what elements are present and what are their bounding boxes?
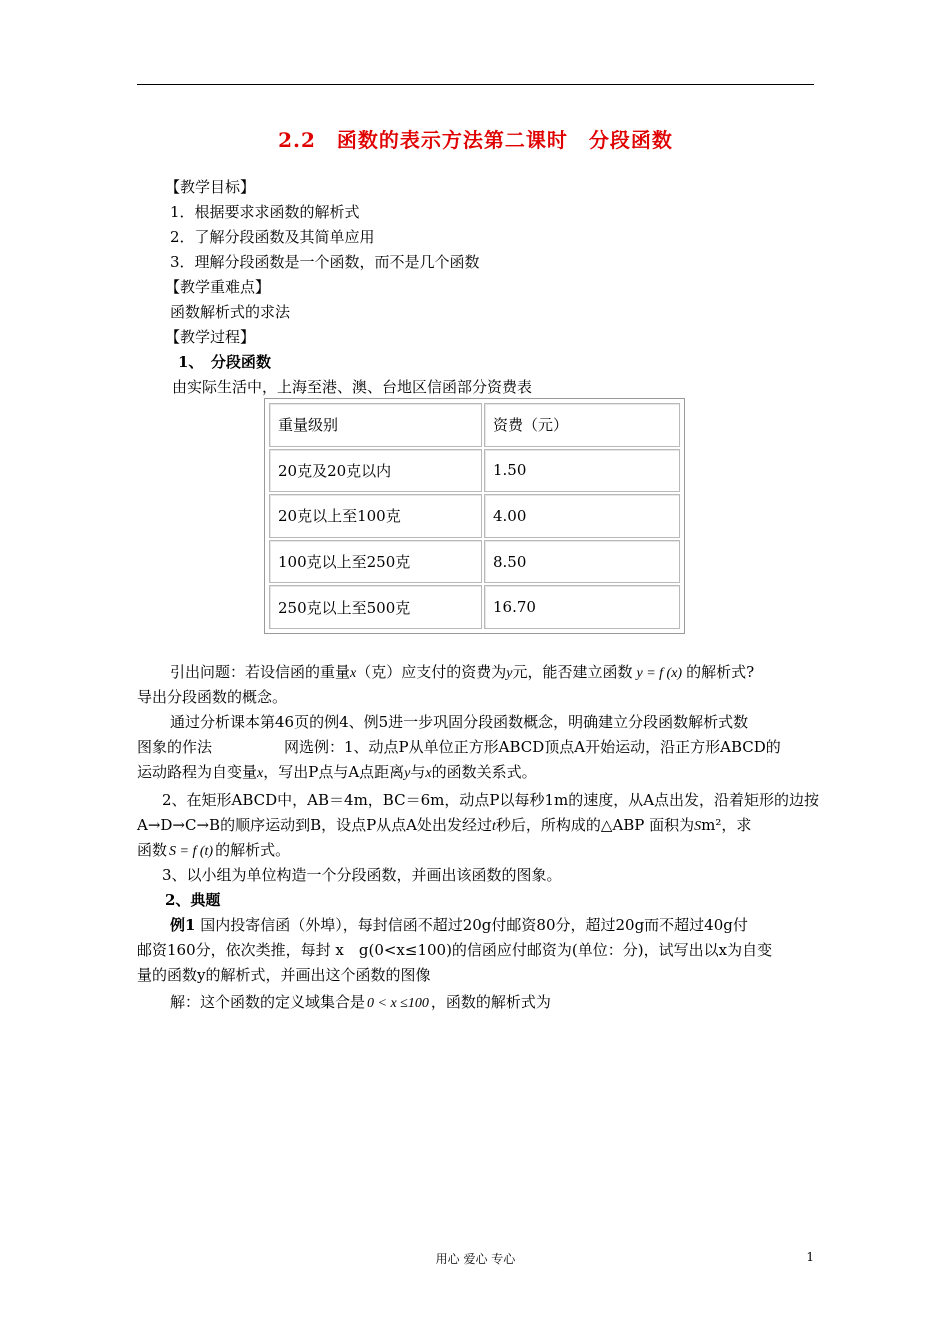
goal-2: 2．了解分段函数及其简单应用	[170, 228, 375, 246]
paragraph-rectangle-2: A→D→C→B的顺序运动到B，设点P从点A处出发经过t秒后，所构成的△ABP 面积为Sm²，求	[137, 816, 752, 834]
example-1-line-2: 邮资160分，依次类推，每封 x g(0<x≤100)的信函应付邮资为(单位：分)，试写出以x为自变	[137, 941, 773, 959]
process-header: 【教学过程】	[165, 328, 256, 346]
table-cell-fee: 16.70	[484, 585, 680, 629]
part2-heading: 2、典题	[165, 891, 221, 909]
table-cell-fee: 8.50	[484, 540, 680, 584]
paragraph-concept: 导出分段函数的概念。	[137, 688, 288, 706]
paragraph-analysis-3: 运动路程为自变量x，写出P点与A点距离y与x的函数关系式。	[137, 763, 537, 781]
table-header-cell: 资费（元）	[484, 403, 680, 447]
goal-3: 3．理解分段函数是一个函数，而不是几个函数	[170, 253, 480, 271]
goals-header: 【教学目标】	[165, 178, 256, 196]
goal-1: 1．根据要求求函数的解析式	[170, 203, 360, 221]
solution-line: 解：这个函数的定义域集合是 0 < x ≤100 ，函数的解析式为	[170, 993, 551, 1011]
table-row	[269, 585, 680, 629]
table-cell-weight: 20克及20克以内	[269, 449, 482, 493]
table-row	[269, 449, 680, 493]
postage-table	[264, 398, 685, 634]
part1-heading: 1、 分段函数	[178, 353, 271, 371]
footer-motto: 用心 爱心 专心	[435, 1252, 516, 1266]
table-cell-fee: 1.50	[484, 449, 680, 493]
table-row	[269, 494, 680, 538]
table-cell-weight: 100克以上至250克	[269, 540, 482, 584]
header-rule	[137, 84, 814, 85]
page-number: 1	[806, 1250, 814, 1264]
table-row	[269, 540, 680, 584]
table-cell-fee: 4.00	[484, 494, 680, 538]
table-header-row	[269, 403, 680, 447]
paragraph-rectangle-1: 2、在矩形ABCD中，AB＝4m，BC＝6m，动点P以每秒1m的速度，从A点出发，沿着矩形的边按	[162, 791, 820, 809]
table-cell-weight: 20克以上至100克	[269, 494, 482, 538]
example-1-line-1: 例1 国内投寄信函（外埠），每封信函不超过20g付邮资80分，超过20g而不超过40g付	[170, 916, 748, 934]
example-1-line-3: 量的函数y的解析式，并画出这个函数的图像	[137, 966, 431, 984]
paragraph-question: 引出问题：若设信函的重量x（克）应支付的资费为y元，能否建立函数 y = f (x) 的解析式?	[170, 663, 755, 681]
table-intro: 由实际生活中，上海至港、澳、台地区信函部分资费表	[172, 378, 533, 396]
paragraph-analysis-1: 通过分析课本第46页的例4、例5进一步巩固分段函数概念，明确建立分段函数解析式数	[170, 713, 749, 731]
paragraph-rectangle-3: 函数 S = f (t) 的解析式。	[137, 841, 291, 859]
table-cell-weight: 250克以上至500克	[269, 585, 482, 629]
key-text: 函数解析式的求法	[170, 303, 291, 321]
key-header: 【教学重难点】	[165, 278, 271, 296]
paragraph-group-task: 3、以小组为单位构造一个分段函数，并画出该函数的图象。	[162, 866, 562, 884]
table-header-cell: 重量级别	[269, 403, 482, 447]
page-title: 2.2 函数的表示方法第二课时 分段函数	[278, 128, 673, 152]
paragraph-analysis-2: 图象的作法 网选例：1、动点P从单位正方形ABCD顶点A开始运动，沿正方形ABCD的	[137, 738, 781, 756]
